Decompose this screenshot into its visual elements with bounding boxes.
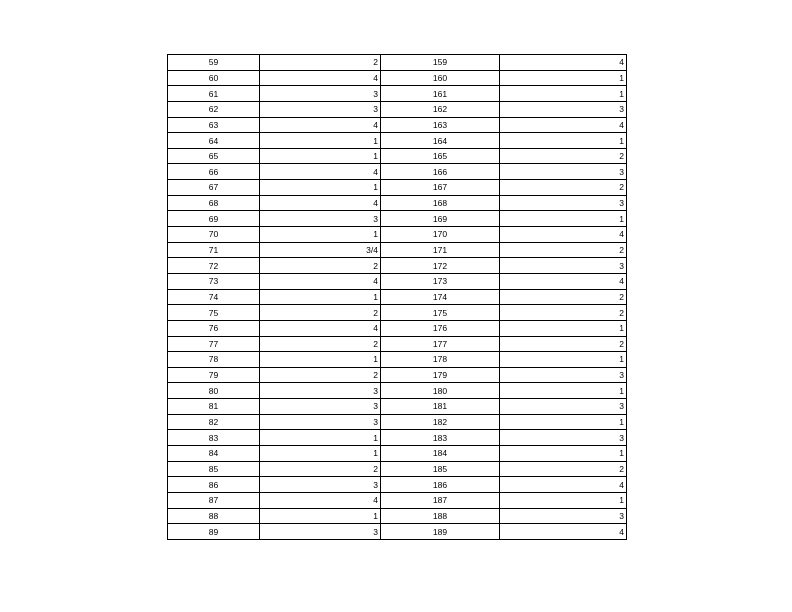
answer-cell: 4 — [500, 227, 627, 243]
answer-cell: 1 — [500, 352, 627, 368]
answer-cell: 3 — [500, 164, 627, 180]
question-number-cell: 71 — [168, 242, 260, 258]
table-row — [168, 477, 627, 493]
table-row — [168, 367, 627, 383]
question-number-cell: 177 — [381, 336, 500, 352]
question-number-cell: 162 — [381, 101, 500, 117]
question-number-cell: 86 — [168, 477, 260, 493]
question-number-cell: 79 — [168, 367, 260, 383]
answer-cell: 1 — [260, 446, 381, 462]
question-number-cell: 163 — [381, 117, 500, 133]
question-number-cell: 85 — [168, 461, 260, 477]
answer-cell: 1 — [260, 289, 381, 305]
answer-cell: 2 — [260, 336, 381, 352]
table-row — [168, 352, 627, 368]
answer-cell: 2 — [500, 461, 627, 477]
question-number-cell: 66 — [168, 164, 260, 180]
answer-cell: 1 — [500, 133, 627, 149]
answer-cell: 1 — [500, 414, 627, 430]
answer-cell: 4 — [260, 70, 381, 86]
question-number-cell: 182 — [381, 414, 500, 430]
question-number-cell: 161 — [381, 86, 500, 102]
question-number-cell: 175 — [381, 305, 500, 321]
question-number-cell: 68 — [168, 195, 260, 211]
answer-cell: 1 — [260, 148, 381, 164]
answer-cell: 4 — [260, 195, 381, 211]
answer-cell: 2 — [260, 305, 381, 321]
question-number-cell: 176 — [381, 320, 500, 336]
answer-cell: 1 — [260, 430, 381, 446]
question-number-cell: 165 — [381, 148, 500, 164]
question-number-cell: 174 — [381, 289, 500, 305]
answer-cell: 1 — [260, 352, 381, 368]
answer-cell: 1 — [260, 180, 381, 196]
question-number-cell: 188 — [381, 508, 500, 524]
answer-cell: 3 — [260, 477, 381, 493]
table-row — [168, 164, 627, 180]
answer-cell: 1 — [500, 70, 627, 86]
answer-cell: 4 — [260, 320, 381, 336]
question-number-cell: 84 — [168, 446, 260, 462]
question-number-cell: 62 — [168, 101, 260, 117]
question-number-cell: 89 — [168, 524, 260, 540]
answer-cell: 2 — [260, 461, 381, 477]
question-number-cell: 187 — [381, 492, 500, 508]
question-number-cell: 78 — [168, 352, 260, 368]
question-number-cell: 170 — [381, 227, 500, 243]
answer-cell: 4 — [500, 524, 627, 540]
answer-cell: 1 — [500, 492, 627, 508]
answer-cell: 1 — [260, 508, 381, 524]
answer-cell: 3 — [500, 399, 627, 415]
question-number-cell: 67 — [168, 180, 260, 196]
question-number-cell: 77 — [168, 336, 260, 352]
answer-key-table — [167, 54, 627, 540]
question-number-cell: 61 — [168, 86, 260, 102]
question-number-cell: 171 — [381, 242, 500, 258]
question-number-cell: 184 — [381, 446, 500, 462]
table-row — [168, 86, 627, 102]
question-number-cell: 73 — [168, 273, 260, 289]
question-number-cell: 65 — [168, 148, 260, 164]
answer-cell: 2 — [500, 289, 627, 305]
question-number-cell: 189 — [381, 524, 500, 540]
answer-cell: 3/4 — [260, 242, 381, 258]
answer-cell: 3 — [500, 430, 627, 446]
question-number-cell: 185 — [381, 461, 500, 477]
question-number-cell: 181 — [381, 399, 500, 415]
question-number-cell: 76 — [168, 320, 260, 336]
table-row — [168, 227, 627, 243]
question-number-cell: 186 — [381, 477, 500, 493]
table-row — [168, 117, 627, 133]
question-number-cell: 179 — [381, 367, 500, 383]
answer-cell: 3 — [260, 101, 381, 117]
answer-cell: 1 — [500, 320, 627, 336]
answer-cell: 2 — [500, 305, 627, 321]
answer-cell: 3 — [500, 258, 627, 274]
answer-cell: 2 — [260, 367, 381, 383]
answer-cell: 3 — [260, 524, 381, 540]
question-number-cell: 173 — [381, 273, 500, 289]
question-number-cell: 60 — [168, 70, 260, 86]
question-number-cell: 64 — [168, 133, 260, 149]
question-number-cell: 81 — [168, 399, 260, 415]
answer-cell: 4 — [500, 55, 627, 71]
answer-cell: 3 — [500, 508, 627, 524]
answer-cell: 1 — [260, 133, 381, 149]
question-number-cell: 82 — [168, 414, 260, 430]
answer-cell: 3 — [500, 101, 627, 117]
answer-cell: 3 — [500, 367, 627, 383]
answer-cell: 4 — [500, 477, 627, 493]
table-row — [168, 148, 627, 164]
question-number-cell: 74 — [168, 289, 260, 305]
answer-cell: 2 — [260, 258, 381, 274]
table-row — [168, 180, 627, 196]
answer-cell: 2 — [500, 148, 627, 164]
answer-cell: 2 — [260, 55, 381, 71]
table-row — [168, 399, 627, 415]
question-number-cell: 169 — [381, 211, 500, 227]
table-row — [168, 320, 627, 336]
question-number-cell: 87 — [168, 492, 260, 508]
question-number-cell: 63 — [168, 117, 260, 133]
table-row — [168, 242, 627, 258]
answer-cell: 3 — [260, 399, 381, 415]
table-row — [168, 461, 627, 477]
table-row — [168, 492, 627, 508]
question-number-cell: 172 — [381, 258, 500, 274]
question-number-cell: 70 — [168, 227, 260, 243]
answer-cell: 4 — [500, 117, 627, 133]
table-row — [168, 133, 627, 149]
answer-cell: 2 — [500, 242, 627, 258]
answer-cell: 3 — [260, 414, 381, 430]
answer-cell: 4 — [260, 164, 381, 180]
question-number-cell: 166 — [381, 164, 500, 180]
table-row — [168, 430, 627, 446]
answer-cell: 4 — [260, 273, 381, 289]
question-number-cell: 69 — [168, 211, 260, 227]
answer-cell: 2 — [500, 180, 627, 196]
table-row — [168, 55, 627, 71]
table-row — [168, 524, 627, 540]
answer-cell: 1 — [500, 383, 627, 399]
question-number-cell: 180 — [381, 383, 500, 399]
answer-cell: 4 — [500, 273, 627, 289]
table-row — [168, 414, 627, 430]
question-number-cell: 183 — [381, 430, 500, 446]
question-number-cell: 178 — [381, 352, 500, 368]
question-number-cell: 75 — [168, 305, 260, 321]
question-number-cell: 160 — [381, 70, 500, 86]
table-row — [168, 195, 627, 211]
table-row — [168, 383, 627, 399]
table-row — [168, 336, 627, 352]
answer-cell: 2 — [500, 336, 627, 352]
answer-cell: 1 — [500, 86, 627, 102]
answer-cell: 4 — [260, 117, 381, 133]
table-row — [168, 305, 627, 321]
answer-cell: 1 — [260, 227, 381, 243]
table-row — [168, 211, 627, 227]
answer-cell: 1 — [500, 211, 627, 227]
table-row — [168, 273, 627, 289]
question-number-cell: 88 — [168, 508, 260, 524]
question-number-cell: 59 — [168, 55, 260, 71]
answer-cell: 4 — [260, 492, 381, 508]
table-row — [168, 101, 627, 117]
table-row — [168, 70, 627, 86]
answer-cell: 3 — [260, 211, 381, 227]
answer-key-body — [168, 55, 627, 540]
answer-cell: 1 — [500, 446, 627, 462]
question-number-cell: 72 — [168, 258, 260, 274]
table-row — [168, 258, 627, 274]
answer-cell: 3 — [500, 195, 627, 211]
table-row — [168, 446, 627, 462]
table-row — [168, 289, 627, 305]
question-number-cell: 164 — [381, 133, 500, 149]
question-number-cell: 167 — [381, 180, 500, 196]
table-row — [168, 508, 627, 524]
question-number-cell: 80 — [168, 383, 260, 399]
answer-cell: 3 — [260, 383, 381, 399]
question-number-cell: 83 — [168, 430, 260, 446]
answer-cell: 3 — [260, 86, 381, 102]
question-number-cell: 159 — [381, 55, 500, 71]
question-number-cell: 168 — [381, 195, 500, 211]
